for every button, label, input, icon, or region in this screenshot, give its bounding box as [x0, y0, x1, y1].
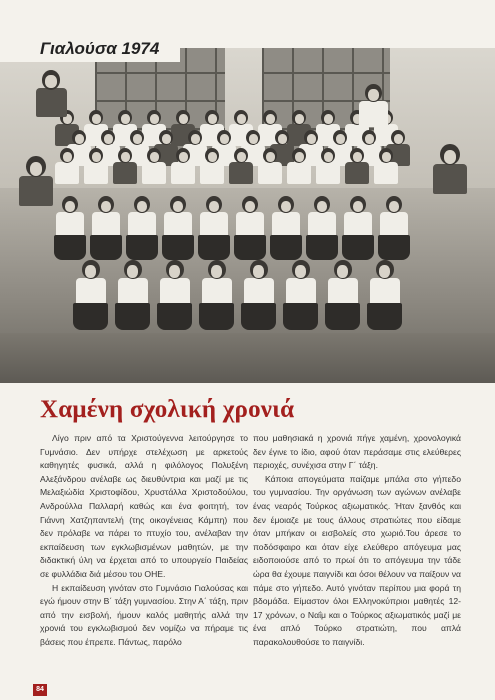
photo-ground: [0, 333, 495, 383]
paragraph: Η εκπαίδευση γινόταν στο Γυμνάσιο Γιαλούσας και εγώ ήμουν στην Β΄ τάξη γυμνασίου. Στην Α΄ τάξη, πριν από την εισβολή, ήμουν καλός μαθητής αλλά την χρονιά του εγκλωβισμού δεν νομίζω να πήραμε τις βάσεις που έπρεπε. Πάντως, παρόλο: [40, 582, 248, 647]
class-photo: [0, 48, 495, 383]
article-column-left: [40, 432, 248, 650]
article-title: Χαμένη σχολική χρονιά: [40, 396, 295, 423]
paragraph: που μαθησιακά η χρονιά πήγε χαμένη, χρονολογικά δεν έγινε το ίδιο, αφού όταν περάσαμε στις ελεύθερες περιοχές, συνέχισα στην Γ΄ τάξη.: [253, 433, 461, 471]
photo-caption: Γιαλούσα 1974: [0, 36, 180, 62]
paragraph: Λίγο πριν από τα Χριστούγεννα λειτούργησε το Γυμνάσιο. Δεν υπήρχε στελέχωση με αρκετούς καθηγητές φυσικά, αλλά η φιλόλογος Πολυξένη Αλεξάνδρου ανέλαβε ως διευθύντρια και μαζί με τις Μελαξιώδία Χριστοφίδου, Χρυστάλλα Χριστοδούλου, Ανδρούλλα Παλλαρή καθώς και ένα φοιτητή, τον Γιάννη Χατζηπαντελή (της οικογένειας Κάμπη) που δεν πρόλαβε να πάρει το πτυχίο του, ανέλαβαν την εκπαίδευση των εγκλωβισμένων μαθητών, με την διδακτική ύλη να έρχεται από το υπουργείο Παιδείας σε φυλλάδια διά μέσου του ΟΗΕ.: [40, 433, 248, 579]
page-number: 84: [33, 684, 47, 696]
paragraph: Κάποια απογεύματα παίζαμε μπάλα στο γήπεδο του γυμνασίου. Την οργάνωση των αγώνων ανέλαβε ένας νεαρός Τούρκος αξιωματικός. Ήταν ξανθός και δεν έμοιαζε με τους άλλους στρατιώτες που είδαμε όταν μπήκαν οι εισβολείς στο χωριό.Του άρεσε το ποδόσφαιρο και όταν είχε ελεύθερο απόγευμα μας ειδοποιούσε από το πρωί ότι το απόγευμα την τάδε ώρα θα έχουμε παιγνίδι και όσοι θέλουν να παίξουν να πάμε στο γήπεδο. Αυτό γινόταν περίπου μια φορά τη βδομάδα. Είμαστον όλοι Ελληνοκύπριοι μαθητές 12-17 χρόνων, ο Ναΐμ και ο Τούρκος αξιωματικός μαζί με ένα απλό Τούρκο στρατιώτη, που απλά παρακολουθούσε το παιγνίδι.: [253, 473, 461, 647]
article-column-right: [253, 432, 461, 650]
